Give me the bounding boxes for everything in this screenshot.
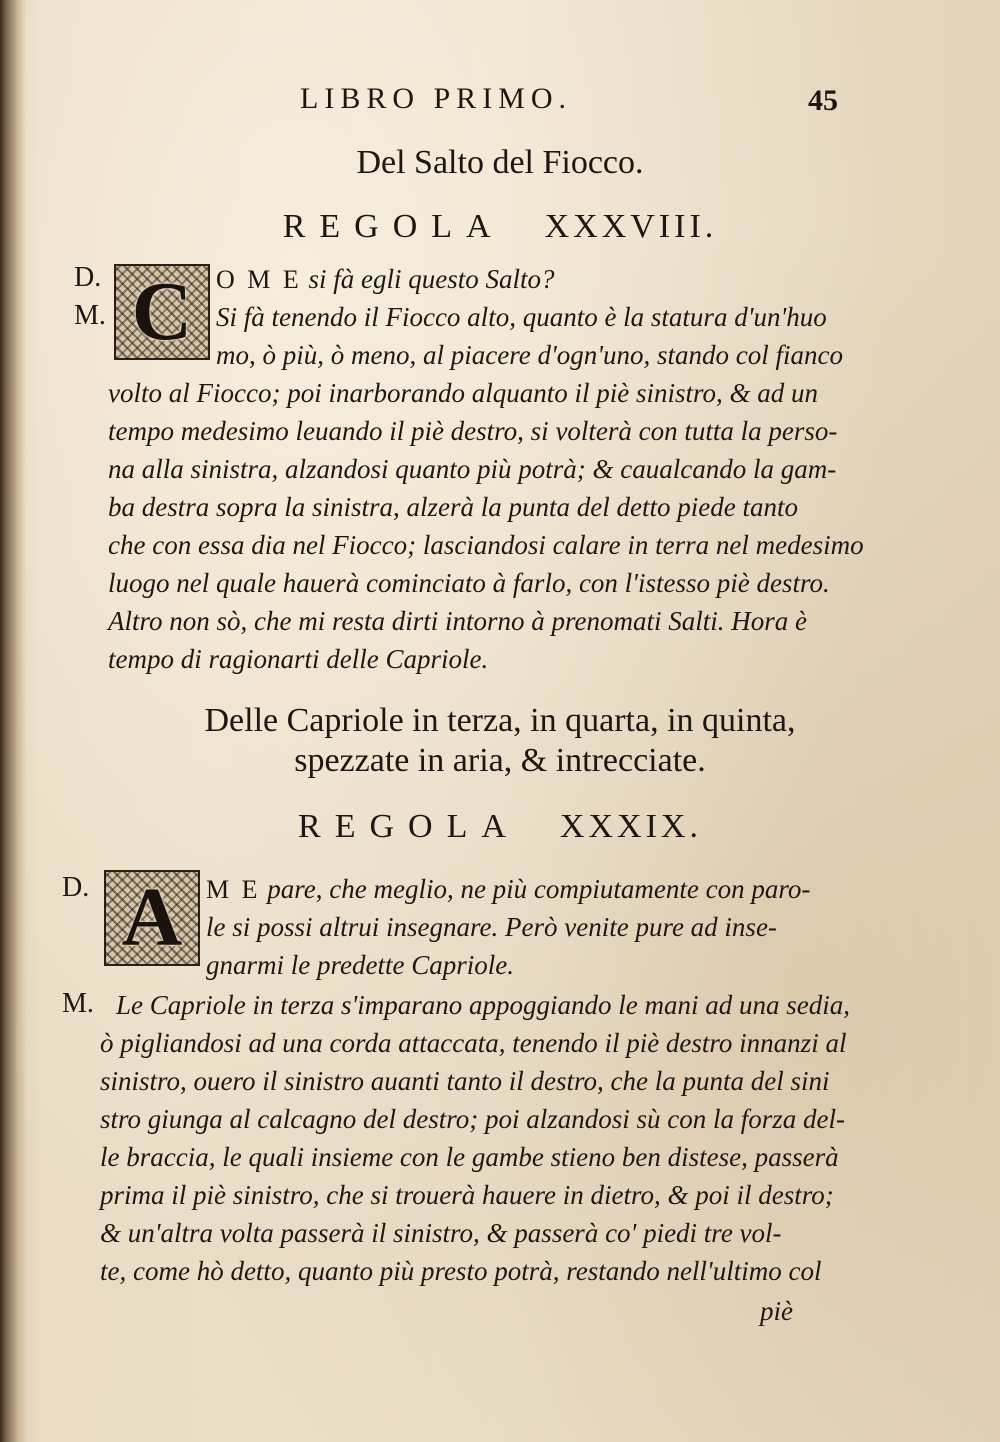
text-line: & un'altra volta passerà il sinistro, & passerà co' piedi tre vol- xyxy=(100,1218,782,1248)
text-line: prima il piè sinistro, che si trouerà hauere in dietro, & poi il destro; xyxy=(100,1180,834,1210)
text-line: na alla sinistra, alzandosi quanto più potrà; & caualcando la gam- xyxy=(108,454,837,484)
text-line: ba destra sopra la sinistra, alzerà la punta del detto piede tanto xyxy=(108,492,798,522)
text-line: ò pigliandosi ad una corda attaccata, tenendo il piè destro innanzi al xyxy=(100,1028,847,1058)
rule-number: XXXVIII. xyxy=(544,208,718,245)
rule-heading xyxy=(0,808,1000,846)
text-line: te, come hò detto, quanto più presto potrà, restando nell'ultimo col xyxy=(100,1256,822,1286)
text-line: le braccia, le quali insieme con le gambe stieno ben distese, passerà xyxy=(100,1142,839,1172)
text-line: le si possi altrui insegnare. Però venite pure ad inse- xyxy=(206,912,777,942)
text-line: luogo nel quale hauerà cominciato à farlo, con l'istesso piè destro. xyxy=(108,568,830,598)
text-line: M E pare, che meglio, ne più compiutamente con paro- xyxy=(206,874,811,904)
speaker-d: D. xyxy=(62,872,90,903)
initial-letter: A xyxy=(121,871,183,964)
text-line: Altro non sò, che mi resta dirti intorno à prenomati Salti. Hora è xyxy=(108,606,807,636)
section-subtitle: Del Salto del Fiocco. xyxy=(356,144,644,181)
text-line: gnarmi le predette Capriole. xyxy=(206,950,514,980)
text-line: tempo medesimo leuando il piè destro, si volterà con tutta la perso- xyxy=(108,416,838,446)
decorated-initial xyxy=(104,870,200,966)
rule-number: XXXIX. xyxy=(559,808,702,845)
text-line: stro giunga al calcagno del destro; poi alzandosi sù con la forza del- xyxy=(100,1104,845,1134)
catchword: piè xyxy=(760,1296,793,1326)
page-number: 45 xyxy=(808,84,838,117)
speaker-m: M. xyxy=(74,300,106,331)
text-line: Le Capriole in terza s'imparano appoggiando le mani ad una sedia, xyxy=(116,990,851,1020)
text-line: mo, ò più, ò meno, al piacere d'ogn'uno, stando col fianco xyxy=(216,340,843,370)
running-head xyxy=(0,82,1000,122)
running-title: LIBRO PRIMO. xyxy=(300,82,573,115)
rule-heading xyxy=(0,208,1000,246)
rule-word: REGOLA xyxy=(298,808,520,845)
text-line: che con essa dia nel Fiocco; lasciandosi calare in terra nel medesimo xyxy=(108,530,864,560)
section-subtitle-line2: spezzate in aria, & intrecciate. xyxy=(294,742,706,779)
speaker-d: D. xyxy=(74,262,102,293)
decorated-initial xyxy=(114,264,210,360)
rule-word: REGOLA xyxy=(282,208,505,245)
text-line: tempo di ragionarti delle Capriole. xyxy=(108,644,489,674)
text-line: O M E si fà egli questo Salto? xyxy=(216,264,555,294)
text-line: volto al Fiocco; poi inarborando alquanto il piè sinistro, & ad un xyxy=(108,378,818,408)
text-line: sinistro, ouero il sinistro auanti tanto il destro, che la punta del sini xyxy=(100,1066,830,1096)
text-line: Si fà tenendo il Fiocco alto, quanto è la statura d'un'huo xyxy=(216,302,827,332)
initial-letter: C xyxy=(131,265,193,358)
section-subtitle: Delle Capriole in terza, in quarta, in quinta, xyxy=(204,702,796,739)
speaker-m: M. xyxy=(62,988,94,1019)
